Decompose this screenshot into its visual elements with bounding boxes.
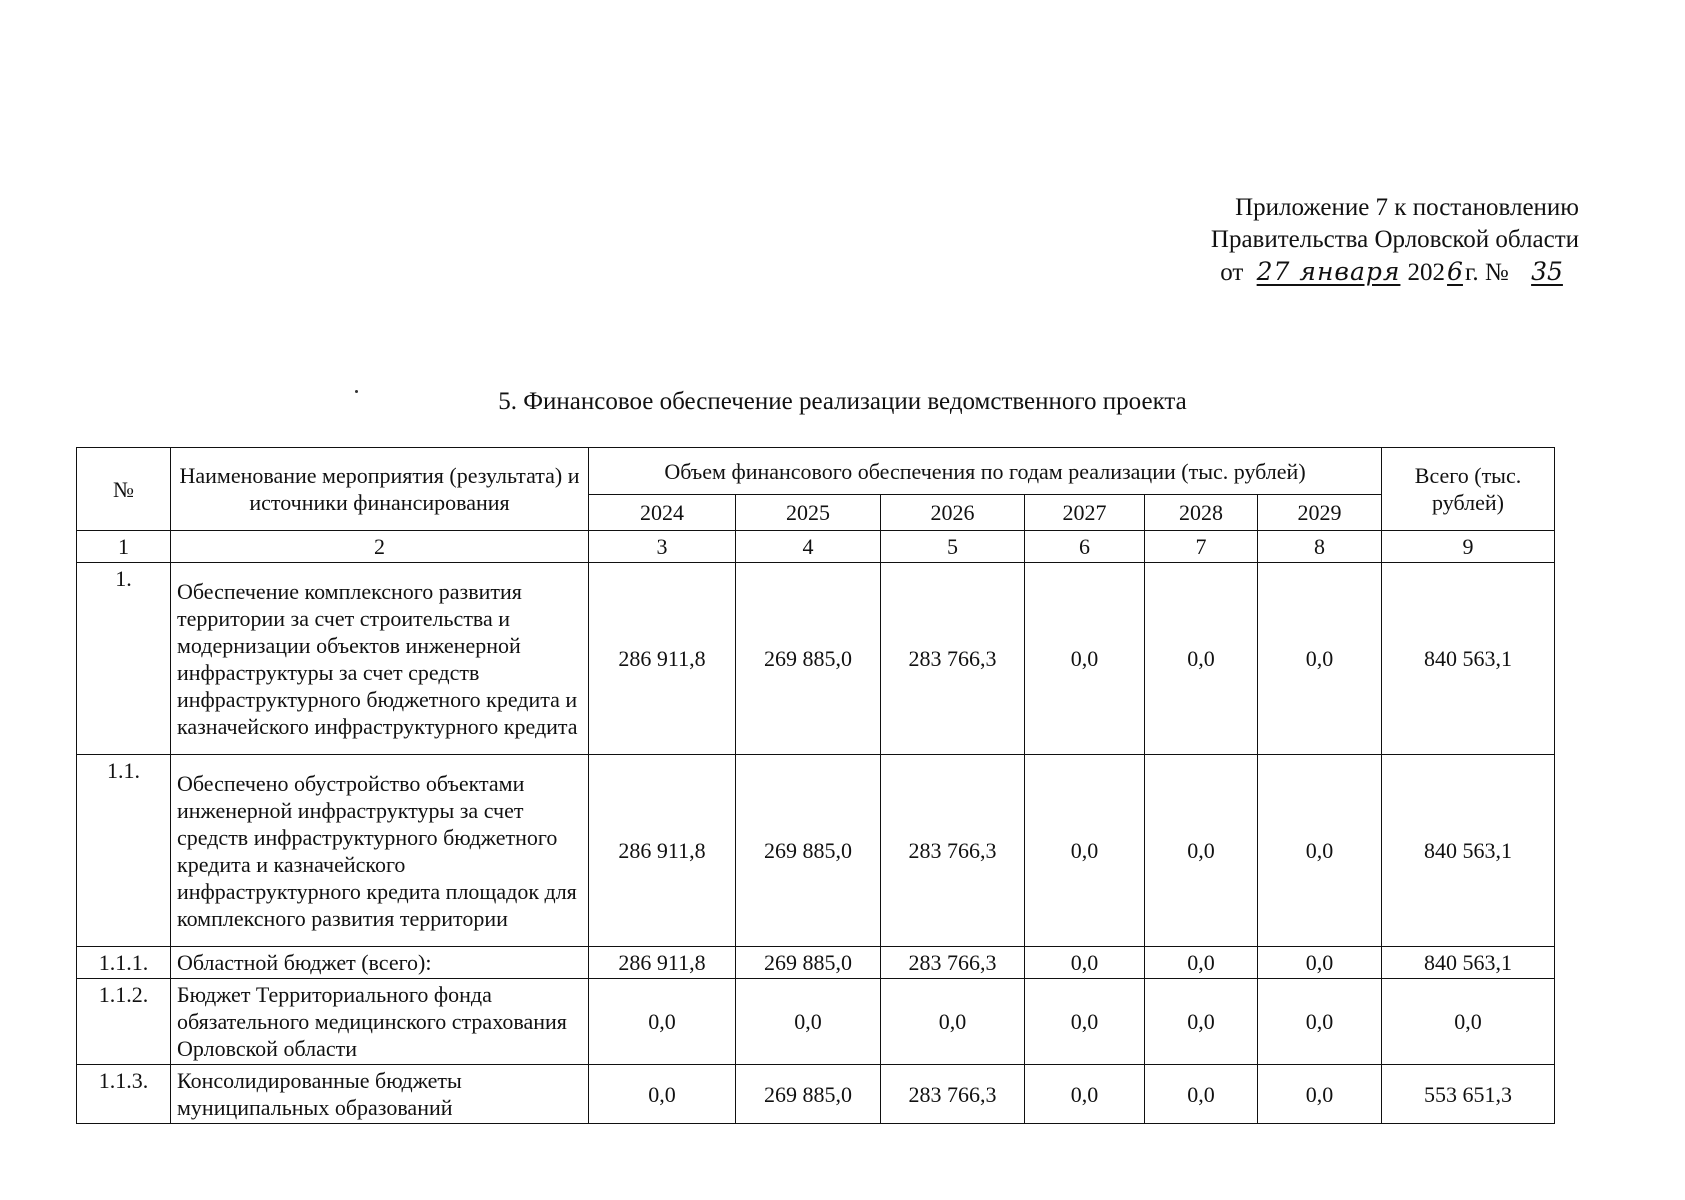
column-number: 3 bbox=[589, 531, 736, 563]
row-number: 1.1.1. bbox=[77, 947, 171, 979]
header-year: 2028 bbox=[1145, 495, 1258, 531]
value-2029: 0,0 bbox=[1258, 755, 1382, 947]
value-2024: 286 911,8 bbox=[589, 755, 736, 947]
column-number: 7 bbox=[1145, 531, 1258, 563]
appendix-header bbox=[1211, 192, 1579, 289]
date-prefix: от bbox=[1220, 259, 1244, 286]
value-2027: 0,0 bbox=[1025, 563, 1145, 755]
value-2026: 0,0 bbox=[881, 979, 1025, 1065]
value-2024: 286 911,8 bbox=[589, 947, 736, 979]
value-total: 0,0 bbox=[1382, 979, 1555, 1065]
column-number: 5 bbox=[881, 531, 1025, 563]
value-total: 840 563,1 bbox=[1382, 947, 1555, 979]
value-2028: 0,0 bbox=[1145, 979, 1258, 1065]
value-2028: 0,0 bbox=[1145, 563, 1258, 755]
row-name: Областной бюджет (всего): bbox=[171, 947, 589, 979]
value-2029: 0,0 bbox=[1258, 1065, 1382, 1124]
column-number: 6 bbox=[1025, 531, 1145, 563]
header-year: 2029 bbox=[1258, 495, 1382, 531]
column-number: 9 bbox=[1382, 531, 1555, 563]
financing-table bbox=[76, 447, 1555, 1124]
handwritten-year-digit: 6 bbox=[1447, 257, 1463, 286]
value-2027: 0,0 bbox=[1025, 979, 1145, 1065]
handwritten-date: 27 января bbox=[1256, 257, 1401, 286]
row-number: 1.1. bbox=[77, 755, 171, 947]
header-row-1 bbox=[77, 448, 1555, 495]
row-number: 1.1.3. bbox=[77, 1065, 171, 1124]
page-title: 5. Финансовое обеспечение реализации ведомственного проекта bbox=[498, 388, 1187, 415]
table-row bbox=[77, 947, 1555, 979]
value-2026: 283 766,3 bbox=[881, 947, 1025, 979]
value-total: 840 563,1 bbox=[1382, 563, 1555, 755]
value-2026: 283 766,3 bbox=[881, 755, 1025, 947]
value-2026: 283 766,3 bbox=[881, 1065, 1025, 1124]
value-2024: 0,0 bbox=[589, 979, 736, 1065]
header-year: 2025 bbox=[736, 495, 881, 531]
number-label: г. № bbox=[1464, 259, 1509, 286]
row-number: 1. bbox=[77, 563, 171, 755]
header-no: № bbox=[77, 448, 171, 531]
value-2025: 269 885,0 bbox=[736, 1065, 881, 1124]
value-2028: 0,0 bbox=[1145, 947, 1258, 979]
value-2027: 0,0 bbox=[1025, 947, 1145, 979]
value-2029: 0,0 bbox=[1258, 947, 1382, 979]
header-year: 2026 bbox=[881, 495, 1025, 531]
column-number: 1 bbox=[77, 531, 171, 563]
value-2029: 0,0 bbox=[1258, 979, 1382, 1065]
header-volume: Объем финансового обеспечения по годам реализации (тыс. рублей) bbox=[589, 448, 1382, 495]
value-2025: 269 885,0 bbox=[736, 947, 881, 979]
column-number-row bbox=[77, 531, 1555, 563]
year-prefix: 202 bbox=[1407, 259, 1446, 286]
table-row bbox=[77, 979, 1555, 1065]
table-row bbox=[77, 755, 1555, 947]
column-number: 2 bbox=[171, 531, 589, 563]
handwritten-number: 35 bbox=[1531, 257, 1563, 286]
header-year: 2027 bbox=[1025, 495, 1145, 531]
column-number: 8 bbox=[1258, 531, 1382, 563]
table-row bbox=[77, 1065, 1555, 1124]
value-2028: 0,0 bbox=[1145, 1065, 1258, 1124]
value-2028: 0,0 bbox=[1145, 755, 1258, 947]
value-2027: 0,0 bbox=[1025, 1065, 1145, 1124]
value-2025: 269 885,0 bbox=[736, 755, 881, 947]
value-2026: 283 766,3 bbox=[881, 563, 1025, 755]
row-name: Обеспечение комплексного развития территории за счет строительства и модернизации объектов инженерной инфраструктуры за счет средств инфраструктурного бюджетного кредита и казначейского инфраструктурного кредита bbox=[171, 563, 589, 755]
appendix-line-2: Правительства Орловской области bbox=[1210, 226, 1579, 253]
appendix-line-3 bbox=[1211, 256, 1579, 289]
row-name: Бюджет Территориального фонда обязательного медицинского страхования Орловской области bbox=[171, 979, 589, 1065]
table-row bbox=[77, 563, 1555, 755]
value-2027: 0,0 bbox=[1025, 755, 1145, 947]
header-year: 2024 bbox=[589, 495, 736, 531]
column-number: 4 bbox=[736, 531, 881, 563]
row-number: 1.1.2. bbox=[77, 979, 171, 1065]
appendix-line-1: Приложение 7 к постановлению bbox=[1235, 194, 1579, 221]
value-2025: 269 885,0 bbox=[736, 563, 881, 755]
value-total: 553 651,3 bbox=[1382, 1065, 1555, 1124]
row-name: Консолидированные бюджеты муниципальных образований bbox=[171, 1065, 589, 1124]
value-2025: 0,0 bbox=[736, 979, 881, 1065]
value-2024: 0,0 bbox=[589, 1065, 736, 1124]
header-name: Наименование мероприятия (результата) и источники финансирования bbox=[171, 448, 589, 531]
header-total: Всего (тыс. рублей) bbox=[1382, 448, 1555, 531]
row-name: Обеспечено обустройство объектами инженерной инфраструктуры за счет средств инфраструктурного бюджетного кредита и казначейского инфраструктурного кредита площадок для комплексного развития территории bbox=[171, 755, 589, 947]
value-total: 840 563,1 bbox=[1382, 755, 1555, 947]
value-2024: 286 911,8 bbox=[589, 563, 736, 755]
value-2029: 0,0 bbox=[1258, 563, 1382, 755]
